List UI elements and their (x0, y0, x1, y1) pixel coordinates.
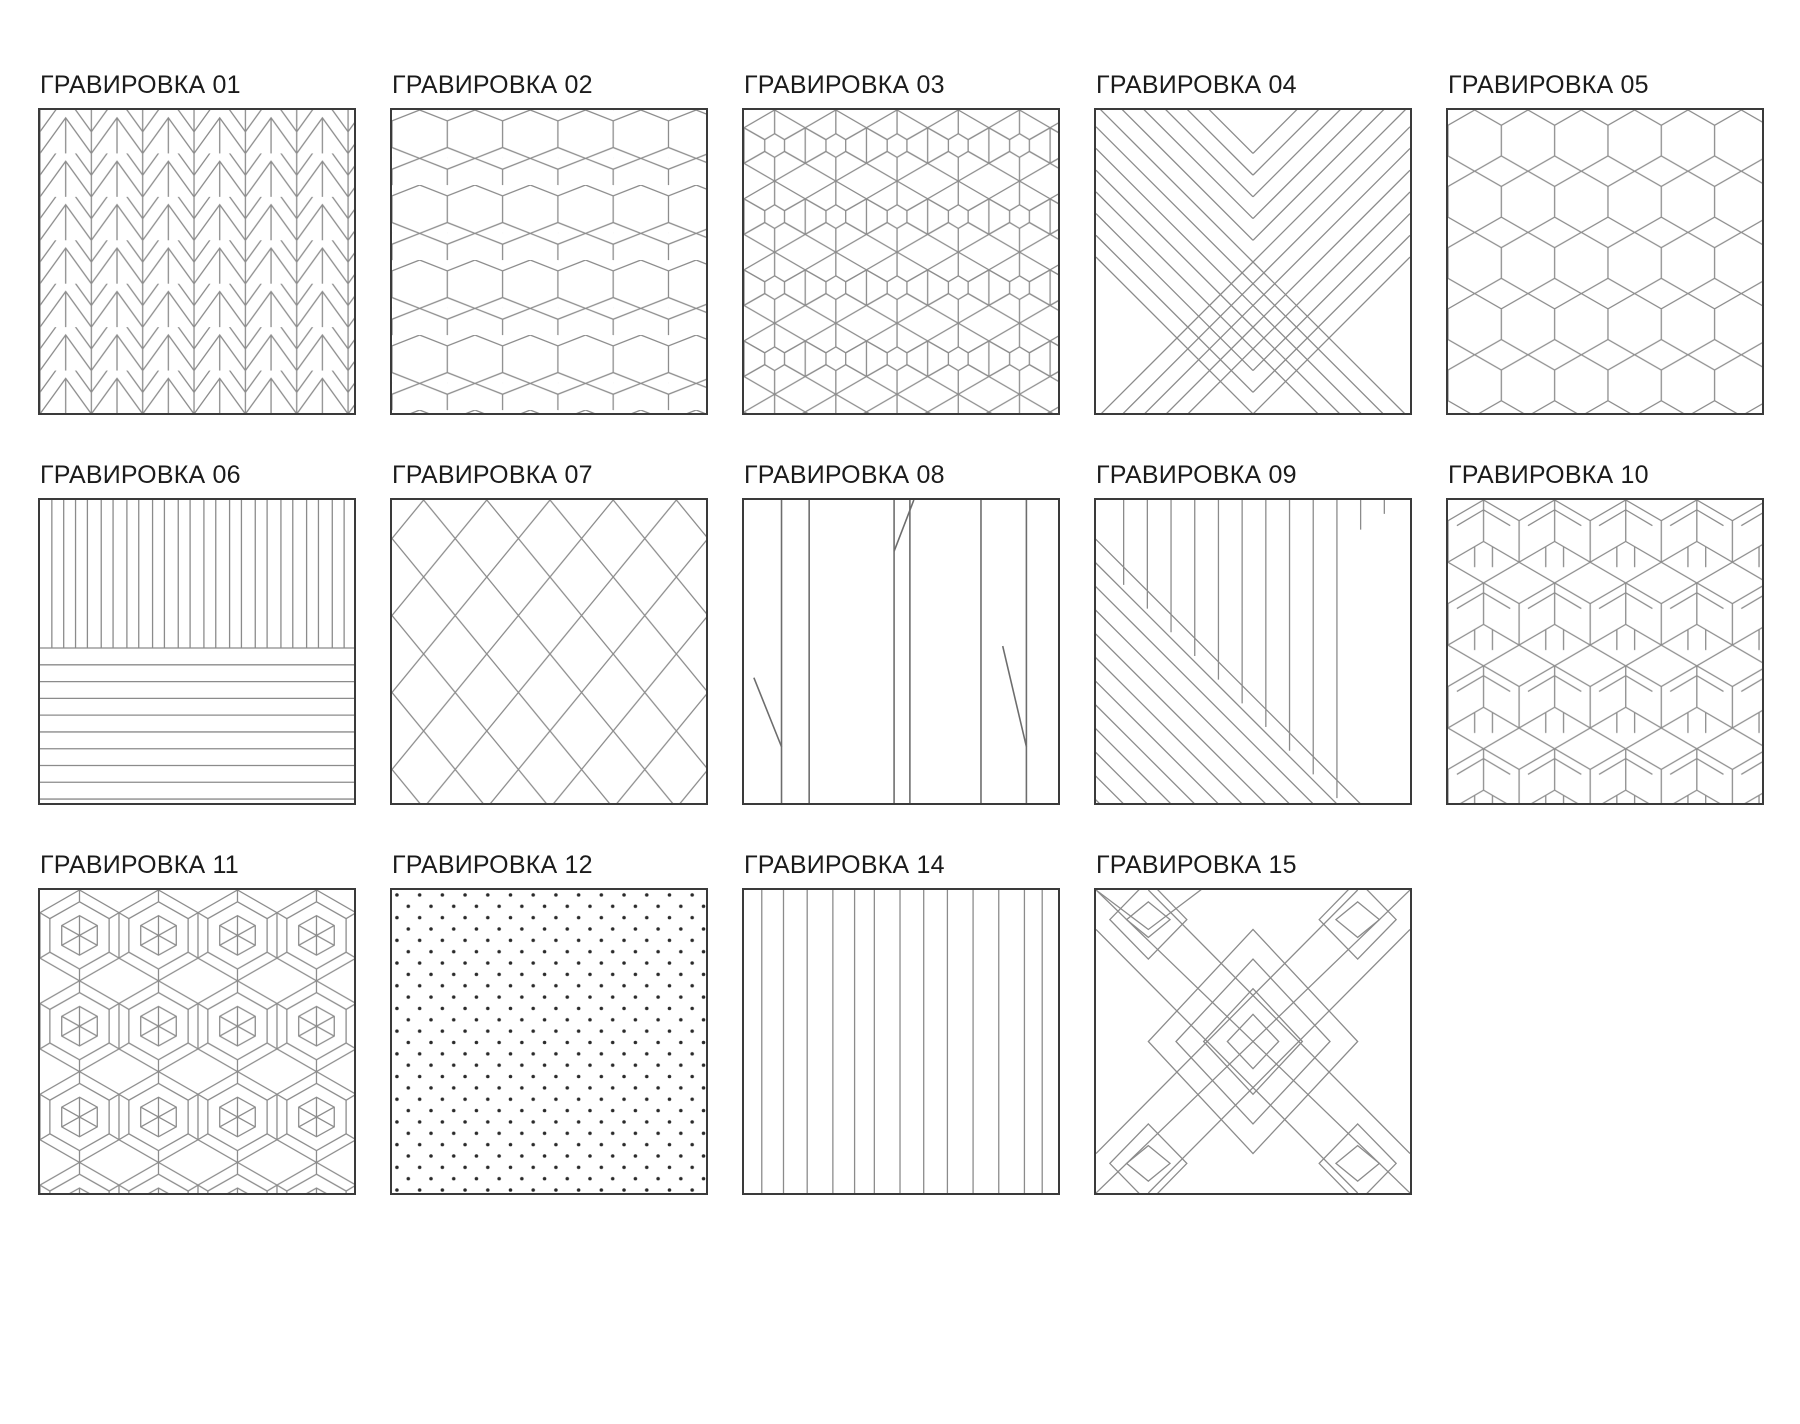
swatch-label: ГРАВИРОВКА 14 (744, 851, 945, 879)
swatch-nested-cube-lattice[interactable] (38, 888, 356, 1195)
swatch-label: ГРАВИРОВКА 09 (1096, 461, 1297, 489)
swatch-label: ГРАВИРОВКА 08 (744, 461, 945, 489)
swatch-cell[interactable] (1094, 460, 1446, 850)
swatch-cell[interactable] (742, 850, 1094, 1240)
swatch-label: ГРАВИРОВКА 03 (744, 71, 945, 99)
swatch-cell[interactable] (38, 460, 390, 850)
swatch-cell[interactable] (742, 70, 1094, 460)
swatch-cell[interactable] (1094, 70, 1446, 460)
swatch-cell[interactable] (1446, 460, 1798, 850)
swatch-chevron-vertical[interactable] (38, 108, 356, 415)
swatch-diagonal-cross-chevron[interactable] (1094, 108, 1412, 415)
swatch-vertical-horizontal-split-lines[interactable] (38, 498, 356, 805)
swatch-label: ГРАВИРОВКА 07 (392, 461, 593, 489)
swatch-cell[interactable] (390, 850, 742, 1240)
swatch-label: ГРАВИРОВКА 01 (40, 71, 241, 99)
swatch-label: ГРАВИРОВКА 15 (1096, 851, 1297, 879)
swatch-grid (38, 70, 1800, 1240)
swatch-label: ГРАВИРОВКА 11 (40, 851, 239, 879)
swatch-cell[interactable] (1446, 70, 1798, 460)
swatch-label: ГРАВИРОВКА 06 (40, 461, 241, 489)
swatch-vertical-lines[interactable] (742, 888, 1060, 1195)
swatch-label: ГРАВИРОВКА 04 (1096, 71, 1297, 99)
swatch-label: ГРАВИРОВКА 02 (392, 71, 593, 99)
swatch-sparse-vertical-lines[interactable] (742, 498, 1060, 805)
swatch-cell[interactable] (1094, 850, 1446, 1240)
swatch-isometric-cubes[interactable] (1446, 498, 1764, 805)
swatch-cell[interactable] (38, 70, 390, 460)
swatch-diagonal-lines-corner[interactable] (1094, 498, 1412, 805)
swatch-star-rhombus[interactable] (742, 108, 1060, 415)
swatch-concentric-diamonds[interactable] (1094, 888, 1412, 1195)
swatch-cell[interactable] (390, 460, 742, 850)
swatch-cell[interactable] (390, 70, 742, 460)
swatch-dot-grid[interactable] (390, 888, 708, 1195)
swatch-cell[interactable] (38, 850, 390, 1240)
swatch-diamond-lattice[interactable] (390, 498, 708, 805)
swatch-elongated-hexagon[interactable] (390, 108, 708, 415)
swatch-label: ГРАВИРОВКА 12 (392, 851, 593, 879)
swatch-cell[interactable] (742, 460, 1094, 850)
swatch-label: ГРАВИРОВКА 05 (1448, 71, 1649, 99)
swatch-label: ГРАВИРОВКА 10 (1448, 461, 1649, 489)
swatch-honeycomb[interactable] (1446, 108, 1764, 415)
